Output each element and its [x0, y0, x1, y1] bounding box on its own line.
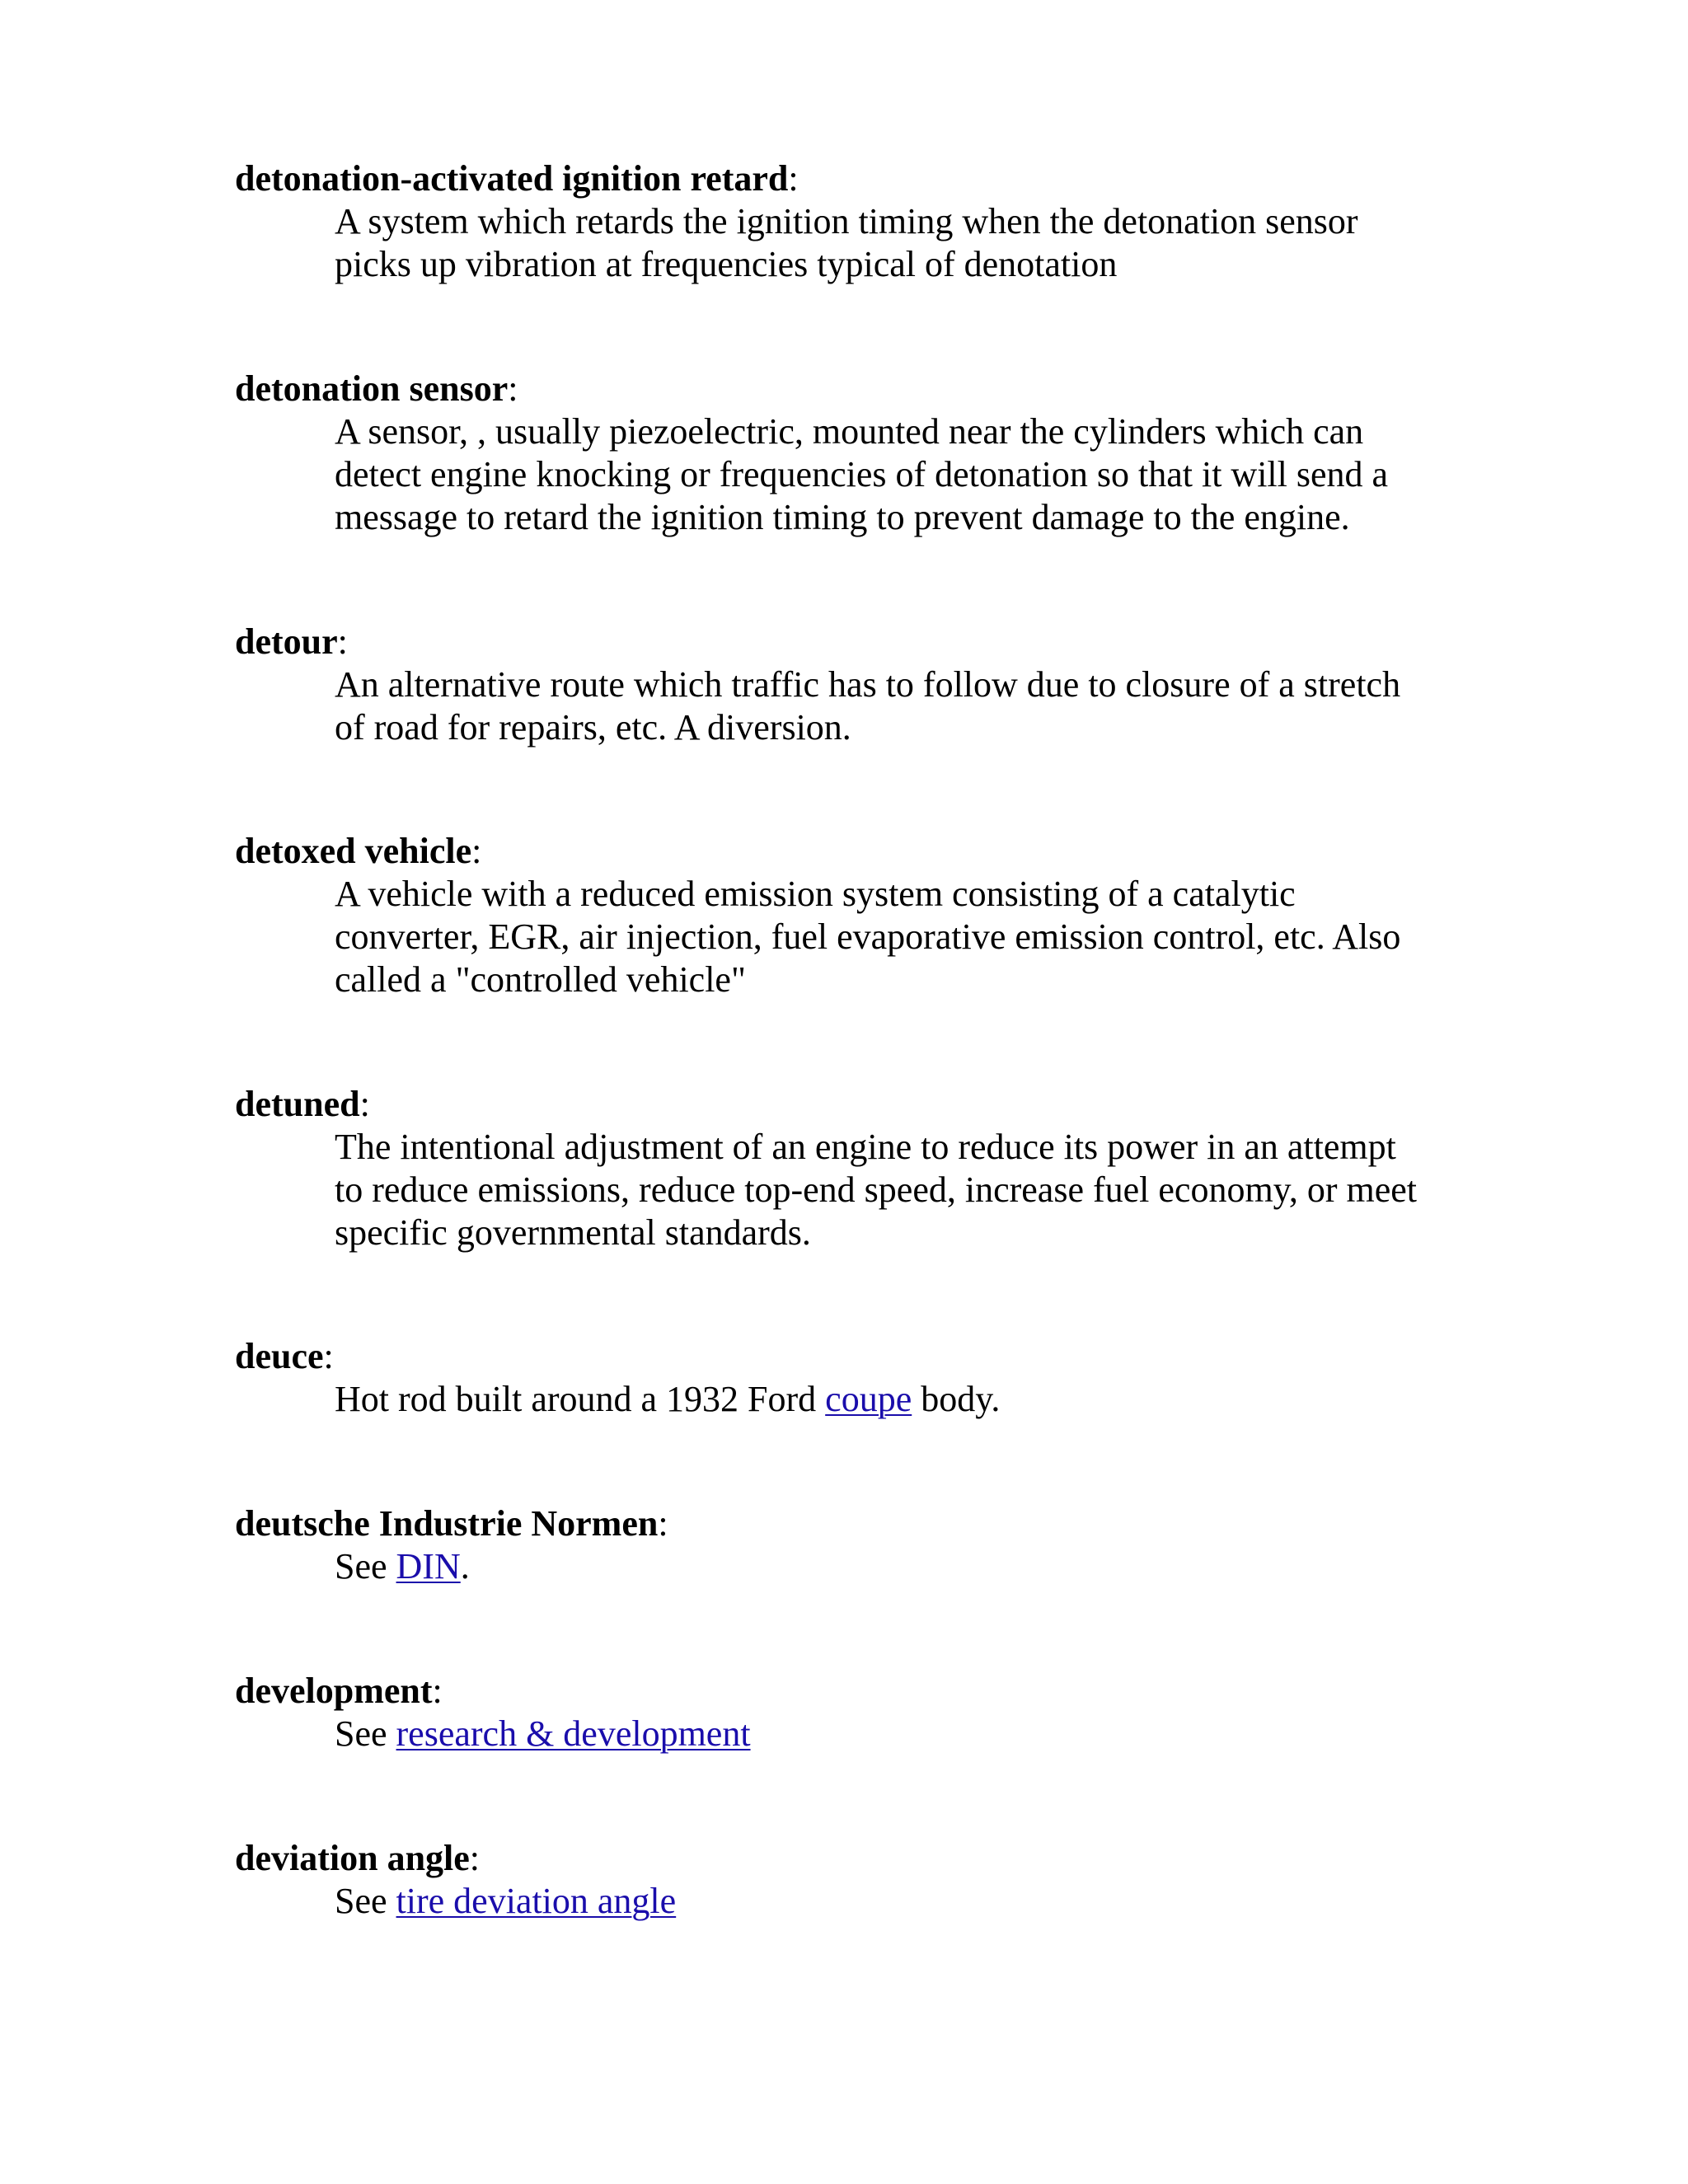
term-colon: : [508, 368, 518, 409]
entry-definition [335, 200, 1488, 286]
definition-line: An alternative route which traffic has to follow due to closure of a stretch [335, 664, 1401, 705]
glossary-entry-detour [235, 621, 1488, 749]
entry-term-line [235, 1670, 1488, 1713]
entry-term: deuce [235, 1336, 324, 1376]
term-colon: : [337, 621, 348, 662]
term-colon: : [788, 158, 799, 199]
definition-line: specific governmental standards. [335, 1212, 811, 1253]
definition-line: converter, EGR, air injection, fuel evaporative emission control, etc. Also [335, 916, 1401, 957]
definition-line [335, 1880, 1488, 1923]
definition-line: of road for repairs, etc. A diversion. [335, 707, 851, 748]
term-colon: : [469, 1838, 481, 1878]
link-coupe[interactable]: coupe [825, 1379, 912, 1419]
definition-line: The intentional adjustment of an engine to reduce its power in an attempt [335, 1127, 1396, 1167]
glossary-entry-detoxed-vehicle [235, 830, 1488, 1001]
definition-text: See [335, 1713, 396, 1754]
term-colon: : [471, 831, 482, 871]
glossary-entry-development [235, 1670, 1488, 1755]
definition-text: . [460, 1546, 470, 1586]
entry-definition [335, 1545, 1488, 1588]
term-colon: : [323, 1336, 334, 1376]
definition-line: picks up vibration at frequencies typical of denotation [335, 244, 1118, 284]
entry-definition [335, 1126, 1488, 1254]
link-tire-deviation-angle[interactable]: tire deviation angle [396, 1881, 677, 1921]
definition-line: called a "controlled vehicle" [335, 959, 746, 1000]
term-colon: : [359, 1084, 370, 1124]
entry-term-line [235, 1083, 1488, 1126]
definition-text: Hot rod built around a 1932 Ford [335, 1379, 826, 1419]
entry-term-line [235, 1502, 1488, 1545]
entry-term: deviation angle [235, 1838, 470, 1878]
entry-definition [335, 1713, 1488, 1755]
entry-term: detuned [235, 1084, 360, 1124]
definition-line [335, 1545, 1488, 1588]
entry-term: detonation sensor [235, 368, 509, 409]
definition-text: body. [912, 1379, 1001, 1419]
entry-term: detour [235, 621, 338, 662]
entry-term-line [235, 830, 1488, 873]
term-colon: : [658, 1503, 668, 1544]
entry-term-line [235, 1335, 1488, 1378]
glossary-entry-deutsche-industrie-normen [235, 1502, 1488, 1588]
definition-line: A sensor, , usually piezoelectric, mounted near the cylinders which can [335, 411, 1364, 452]
glossary-entry-deuce [235, 1335, 1488, 1421]
definition-text: See [335, 1881, 396, 1921]
definition-line: message to retard the ignition timing to prevent damage to the engine. [335, 497, 1350, 537]
definition-text: See [335, 1546, 396, 1586]
definition-line: A vehicle with a reduced emission system consisting of a catalytic [335, 874, 1296, 914]
entry-term-line [235, 368, 1488, 410]
link-research-development[interactable]: research & development [396, 1713, 751, 1754]
definition-line: detect engine knocking or frequencies of detonation so that it will send a [335, 454, 1389, 494]
glossary-entry-detonation-activated-ignition-retard [235, 157, 1488, 286]
term-colon: : [432, 1671, 443, 1711]
glossary-entry-deviation-angle [235, 1837, 1488, 1923]
entry-definition [335, 663, 1488, 749]
entry-definition [335, 1378, 1488, 1421]
entry-definition [335, 1880, 1488, 1923]
glossary-entry-detuned [235, 1083, 1488, 1254]
entry-definition [335, 873, 1488, 1001]
entry-term: development [235, 1671, 433, 1711]
definition-line [335, 1378, 1488, 1421]
entry-term-line [235, 621, 1488, 663]
entry-term: detonation-activated ignition retard [235, 158, 789, 199]
entry-term: detoxed vehicle [235, 831, 472, 871]
definition-line [335, 1713, 1488, 1755]
entry-definition [335, 410, 1488, 539]
entry-term-line [235, 1837, 1488, 1880]
entry-term: deutsche Industrie Normen [235, 1503, 659, 1544]
link-din[interactable]: DIN [396, 1546, 461, 1586]
glossary-entry-detonation-sensor [235, 368, 1488, 539]
entry-term-line [235, 157, 1488, 200]
definition-line: A system which retards the ignition timing when the detonation sensor [335, 201, 1358, 241]
definition-line: to reduce emissions, reduce top-end speed, increase fuel economy, or meet [335, 1169, 1417, 1210]
